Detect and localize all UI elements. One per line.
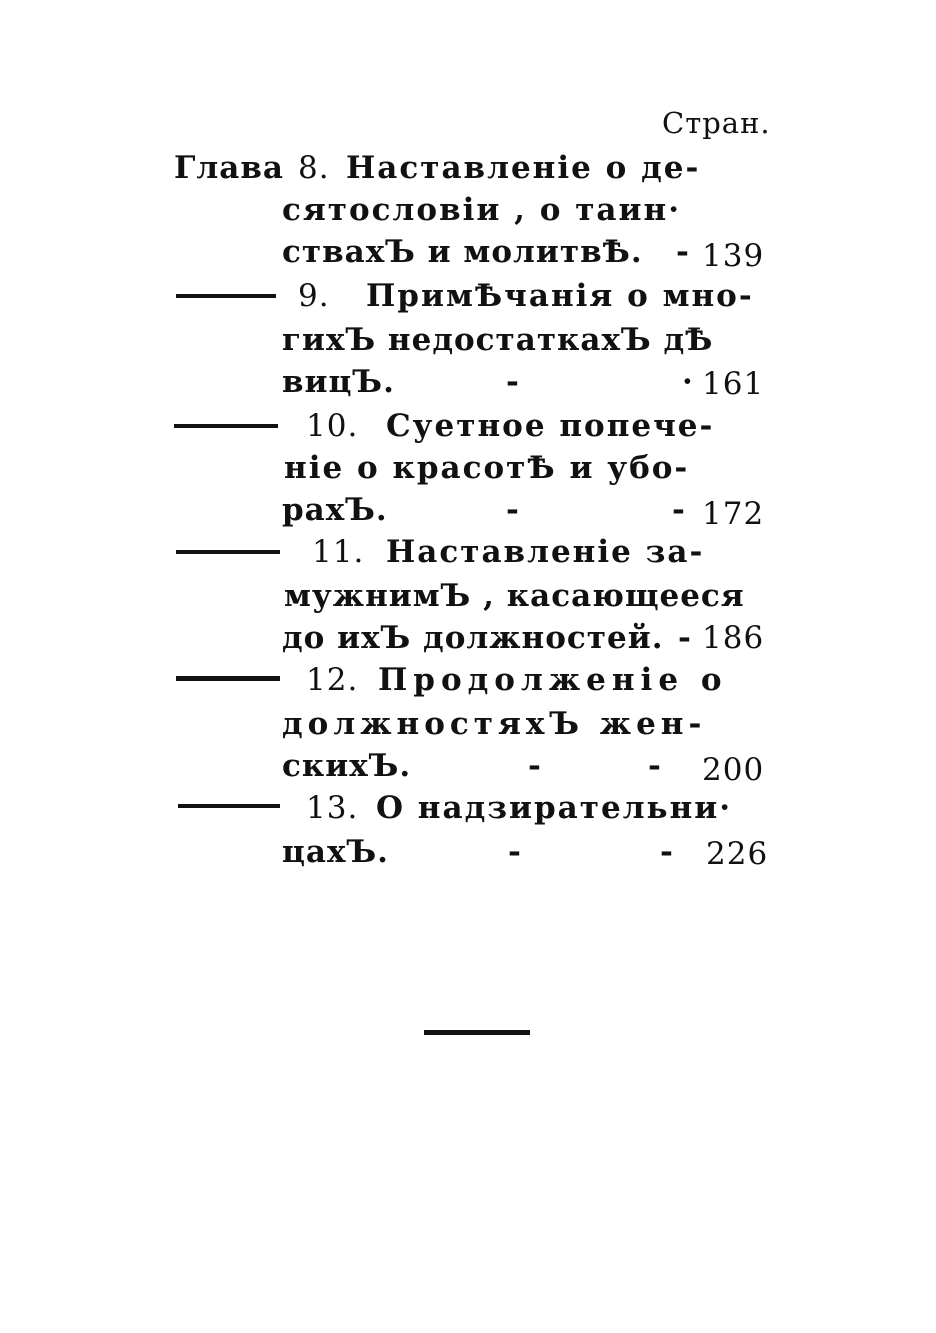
leader-dot: · <box>682 364 694 400</box>
chapter-number: 8. <box>298 150 330 186</box>
ditto-dash <box>178 804 280 808</box>
chapter-title-line: Наставленіе о де- <box>346 150 701 186</box>
chapter-title-line: ніе о красотѢ и убо- <box>284 450 690 486</box>
chapter-title-line: мужнимЪ , касающееся <box>284 578 745 614</box>
chapter-title-line: Наставленіе за- <box>386 534 705 570</box>
chapter-title-line: должностяхЪ жен- <box>282 706 707 742</box>
chapter-title-line: Суетное попече- <box>386 408 715 444</box>
chapter-title-line: вицЪ. <box>282 364 395 400</box>
chapter-number: 12. <box>306 662 359 698</box>
chapter-title-line: ствахЪ и молитвѢ. <box>282 234 643 270</box>
ditto-dash <box>174 424 278 428</box>
leader-dot: - <box>508 834 522 870</box>
chapter-number: 13. <box>306 790 359 826</box>
chapter-title-line: рахЪ. <box>282 492 388 528</box>
page-number: 186 <box>702 620 765 656</box>
closing-rule <box>424 1030 530 1035</box>
chapter-title-line: скихЪ. <box>282 748 412 784</box>
leader-dot: - <box>528 748 542 784</box>
ditto-dash <box>176 294 276 298</box>
chapter-title-line: гихЪ недостаткахЪ дѢ <box>282 322 714 358</box>
leader-dot: - <box>678 620 692 656</box>
page-number: 139 <box>702 238 765 274</box>
leader-dot: - <box>648 748 662 784</box>
chapter-label: Глава <box>174 150 284 186</box>
leader-dot: - <box>660 834 674 870</box>
leader-dot: - <box>506 364 520 400</box>
chapter-title-line: Продолженіе о <box>378 662 728 698</box>
chapter-title-line: до ихЪ должностей. <box>282 620 664 656</box>
leader-dot: - <box>676 234 690 270</box>
chapter-title-line: ПримѢчанія о мно- <box>366 278 754 314</box>
leader-dot: - <box>672 492 686 528</box>
page-column-label: Стран. <box>662 106 771 140</box>
ditto-dash <box>176 676 280 681</box>
chapter-title-line: сятословіи , о таин· <box>282 192 681 228</box>
page-number: 161 <box>702 366 765 402</box>
page-number: 172 <box>702 496 765 532</box>
page-number: 226 <box>706 836 769 872</box>
ditto-dash <box>176 550 280 554</box>
chapter-number: 11. <box>312 534 365 570</box>
page-number: 200 <box>702 752 765 788</box>
leader-dot: - <box>506 492 520 528</box>
chapter-title-line: цахЪ. <box>282 834 389 870</box>
chapter-title-line: О надзирательни· <box>376 790 733 826</box>
chapter-number: 9. <box>298 278 330 314</box>
chapter-number: 10. <box>306 408 359 444</box>
